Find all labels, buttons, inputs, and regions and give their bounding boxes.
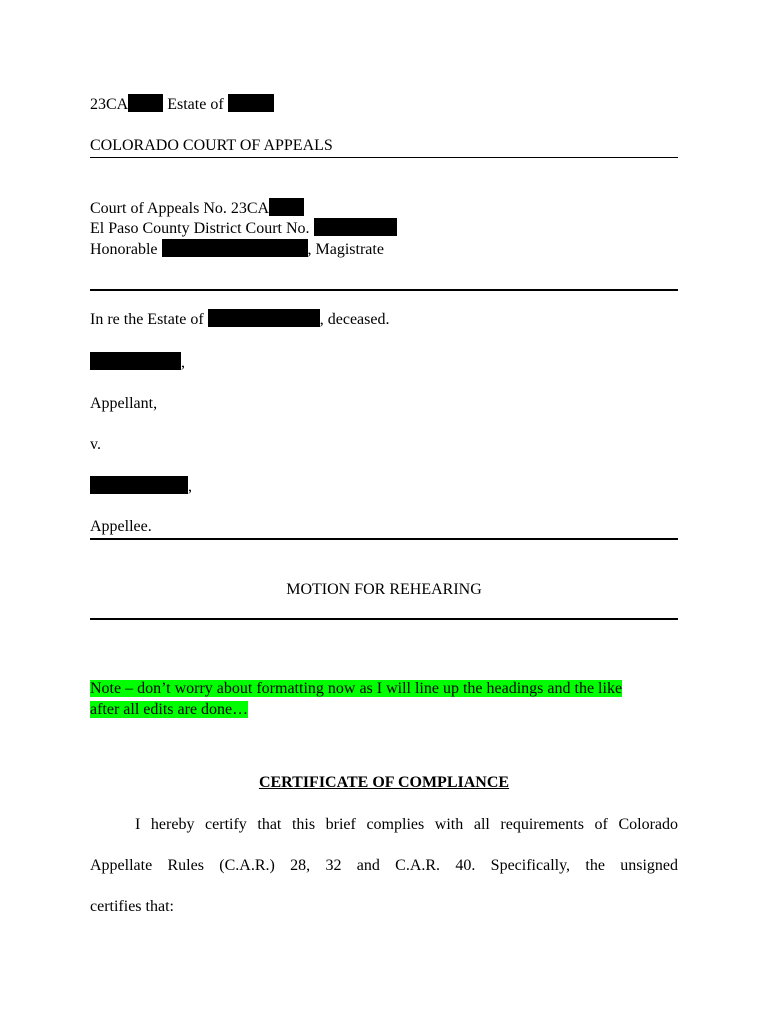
- comma: ,: [181, 354, 185, 371]
- redaction-bar: [162, 239, 308, 257]
- versus-label: v.: [90, 436, 101, 453]
- motion-title: MOTION FOR REHEARING: [286, 581, 482, 598]
- note-line-2: [90, 700, 248, 719]
- appellee-name-line: [90, 476, 192, 496]
- note-highlight: Note – don’t worry about formatting now as I will line up the headings and the like: [90, 680, 623, 697]
- certificate-line-2: Appellate Rules (C.A.R.) 28, 32 and C.A.R. 40. Specifically, the unsigned: [90, 857, 678, 874]
- in-re-label: In re the Estate of: [90, 311, 204, 328]
- running-header: [90, 94, 274, 114]
- divider-line: [90, 538, 678, 540]
- district-court-label: El Paso County District Court No.: [90, 220, 310, 237]
- judge-line: [90, 239, 384, 259]
- case-prefix: 23CA: [90, 96, 129, 113]
- redaction-bar: [90, 476, 188, 494]
- appellee-label: Appellee.: [90, 518, 152, 535]
- honorable-label: Honorable: [90, 241, 158, 258]
- comma: ,: [188, 478, 192, 495]
- appellant-name-line: [90, 352, 185, 372]
- redaction-bar: [128, 94, 163, 112]
- certificate-heading: CERTIFICATE OF COMPLIANCE: [258, 774, 510, 791]
- redaction-bar: [269, 198, 304, 216]
- appeals-number-line: [90, 198, 304, 218]
- divider-line: [90, 157, 678, 158]
- divider-line: [90, 618, 678, 620]
- redaction-bar: [314, 218, 397, 236]
- appeals-number-label: Court of Appeals No. 23CA: [90, 200, 270, 217]
- redaction-bar: [208, 309, 320, 327]
- redaction-bar: [90, 352, 181, 370]
- estate-label: Estate of: [167, 96, 224, 113]
- certificate-line-3: certifies that:: [90, 898, 174, 915]
- district-court-line: [90, 218, 397, 238]
- note-line-1: [90, 679, 622, 698]
- certificate-line-1: I hereby certify that this brief complies with all requirements of Colorado: [135, 816, 678, 833]
- note-highlight: after all edits are done…: [90, 701, 249, 718]
- court-name: COLORADO COURT OF APPEALS: [90, 137, 333, 154]
- redaction-bar: [228, 94, 274, 112]
- in-re-line: [90, 309, 389, 329]
- divider-line: [90, 289, 678, 291]
- appellant-label: Appellant,: [90, 395, 158, 412]
- magistrate-suffix: , Magistrate: [307, 241, 384, 258]
- deceased-suffix: , deceased.: [319, 311, 390, 328]
